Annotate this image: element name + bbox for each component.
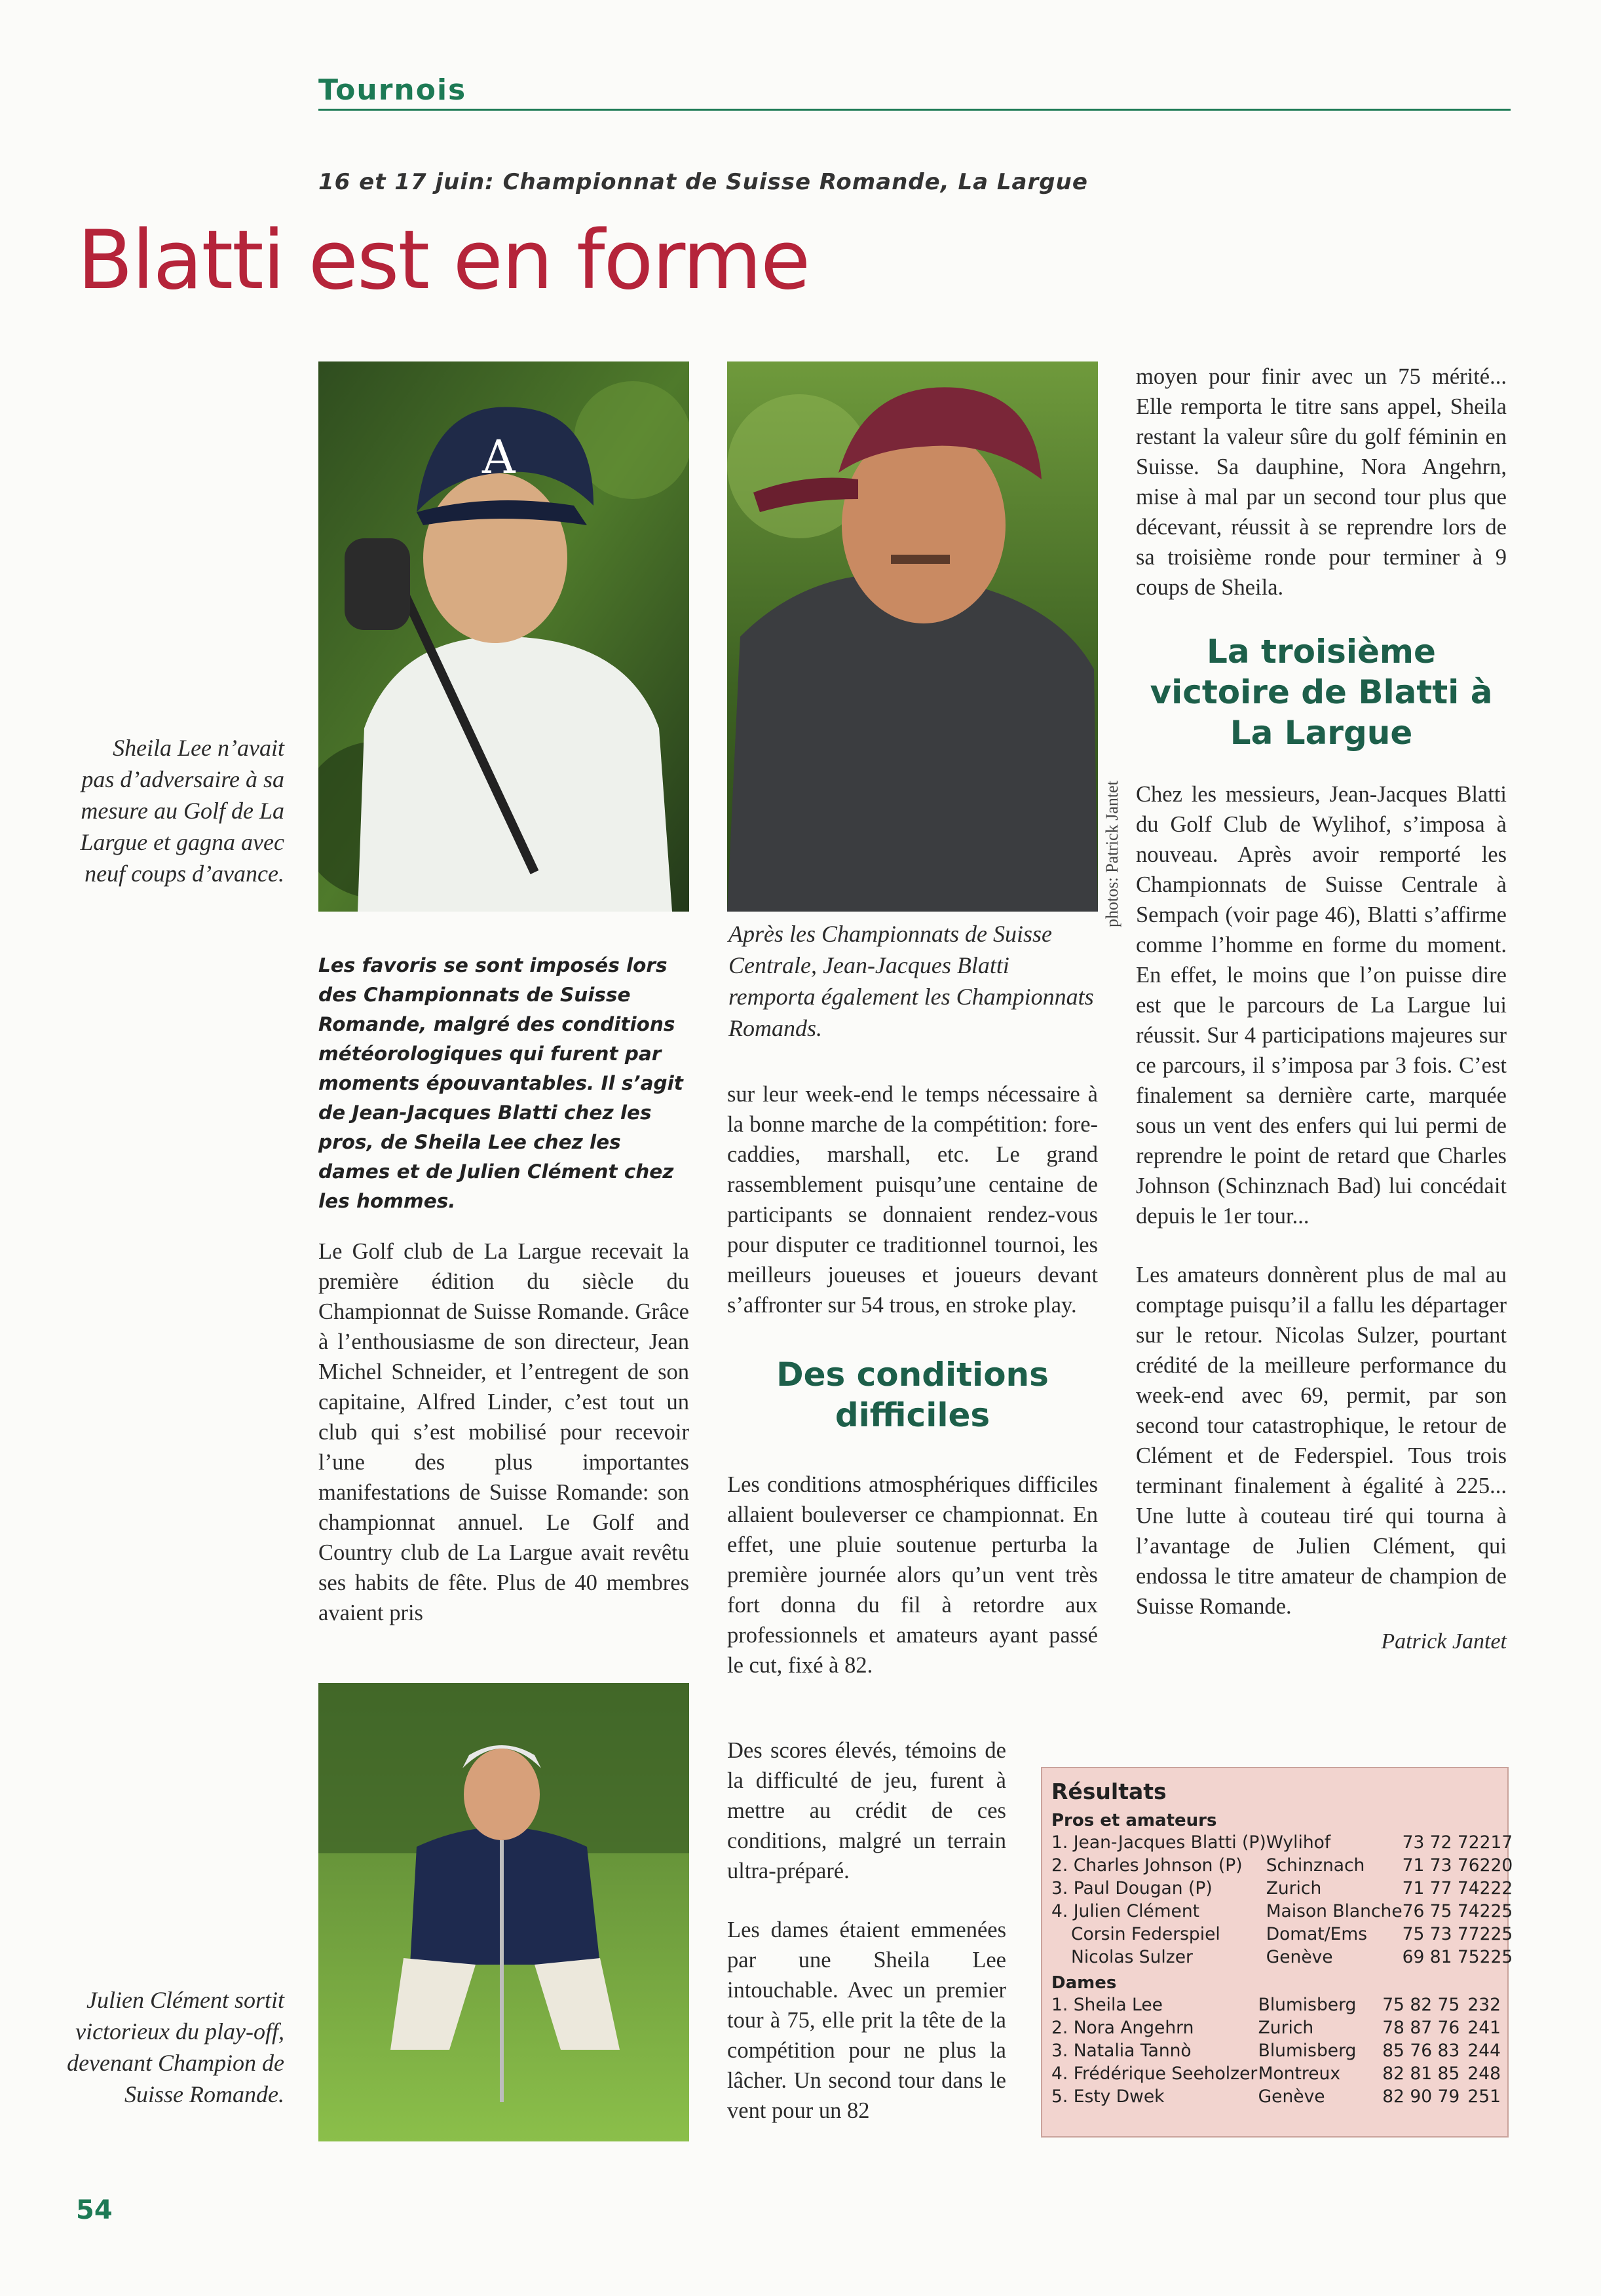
total-score: 225: [1479, 1947, 1513, 1967]
page-number: 54: [76, 2195, 113, 2225]
round-scores: 75 73 77: [1402, 1924, 1480, 1944]
club-name: Genève: [1258, 2086, 1325, 2107]
result-row: [1051, 1946, 1513, 1969]
round-scores: 82 81 85: [1382, 2064, 1460, 2084]
round-scores: 71 77 74: [1402, 1878, 1480, 1898]
club-name: Maison Blanche: [1266, 1901, 1403, 1921]
round-scores: 85 76 83: [1382, 2041, 1460, 2061]
club-name: Schinznach: [1266, 1855, 1365, 1876]
photo-jean-jacques-blatti: [727, 361, 1098, 912]
total-score: 225: [1479, 1924, 1513, 1944]
article-column-2-narrow: [727, 1735, 1006, 2126]
header-rule: [318, 109, 1511, 111]
svg-text:A: A: [482, 430, 516, 484]
article-title: Blatti est en forme: [77, 213, 810, 308]
article-column-1: [318, 1236, 689, 1628]
results-box: [1041, 1767, 1513, 2138]
club-name: Domat/Ems: [1266, 1924, 1368, 1944]
results-table-pros: [1051, 1831, 1513, 1969]
paragraph: Les dames étaient emmenées par une Sheila Lee intouchable. Avec un premier tour à 75, elle prit la tête de la compétition pour ne plus la lâcher. Un second tour dans le vent pour un 82: [727, 1917, 1006, 2123]
result-row: [1051, 1877, 1513, 1900]
photo-sheila-lee: [318, 361, 689, 912]
author-signature: Patrick Jantet: [1381, 1629, 1507, 1654]
player-name: 1. Jean-Jacques Blatti (P): [1051, 1832, 1266, 1853]
paragraph: Les amateurs donnèrent plus de mal au comptage puisqu’il a fallu les départager sur le retour. Nicolas Sulzer, pourtant crédité de la meilleure performance du week-end avec 69, permit, par son second tour catastrophique, le retour de Clément et de Federspiel. Tous trois terminant finalement à égalité à 225... Une lutte à couteau tiré qui tourna à l’avantage de Julien Clément, qui endossa le titre amateur de champion de Suisse Romande.: [1136, 1263, 1507, 1619]
round-scores: 78 87 76: [1382, 2018, 1460, 2038]
round-scores: 73 72 72: [1402, 1832, 1480, 1853]
player-name: Corsin Federspiel: [1071, 1924, 1220, 1944]
player-name: 5. Esty Dwek: [1051, 2086, 1165, 2107]
club-name: Blumisberg: [1258, 2041, 1357, 2061]
subheading-third-victory: La troisième victoire de Blatti à La Largue: [1150, 633, 1493, 752]
result-row: [1051, 2016, 1501, 2039]
total-score: 232: [1467, 1995, 1501, 2015]
article-column-3: [1136, 361, 1507, 1657]
photo-julien-clement: [318, 1683, 689, 2141]
round-scores: 75 82 75: [1382, 1995, 1460, 2015]
player-name: 4. Julien Clément: [1051, 1901, 1200, 1921]
total-score: 244: [1467, 2041, 1501, 2061]
round-scores: 69 81 75: [1402, 1947, 1480, 1967]
paragraph: Des scores élevés, témoins de la difficulté de jeu, furent à mettre au crédit de ces conditions, malgré un terrain ultra-préparé.: [727, 1738, 1006, 1883]
club-name: Zurich: [1266, 1878, 1322, 1898]
results-title: Résultats: [1051, 1779, 1167, 1804]
total-score: 248: [1467, 2064, 1501, 2084]
club-name: Zurich: [1258, 2018, 1314, 2038]
results-group-pros: Pros et amateurs: [1051, 1811, 1217, 1830]
result-row: [1051, 2085, 1501, 2108]
intro-paragraph: Les favoris se sont imposés lors des Championnats de Suisse Romande, malgré des conditions météorologiques qui furent par moments épouvantables. Il s’agit de Jean-Jacques Blatti chez les pros, de Sheila Lee chez les dames et de Julien Clément chez les hommes.: [318, 954, 683, 1212]
results-table-dames: [1051, 1993, 1501, 2108]
player-name: 3. Paul Dougan (P): [1051, 1878, 1213, 1898]
caption-sheila-lee: Sheila Lee n’avait pas d’adversaire à sa mesure au Golf de La Largue et gagna avec neuf coups d’avance.: [80, 735, 284, 887]
event-date-line: 16 et 17 juin: Championnat de Suisse Romande, La Largue: [318, 169, 1088, 195]
player-name: 4. Frédérique Seeholzer: [1051, 2064, 1258, 2084]
result-row: [1051, 1831, 1513, 1854]
club-name: Genève: [1266, 1947, 1333, 1967]
section-label: Tournois: [318, 73, 467, 107]
total-score: 222: [1479, 1878, 1513, 1898]
caption-blatti: Après les Championnats de Suisse Centrale, Jean-Jacques Blatti remporta également les Championnats Romands.: [728, 921, 1094, 1041]
result-row: [1051, 1993, 1501, 2016]
result-row: [1051, 1900, 1513, 1923]
round-scores: 71 73 76: [1402, 1855, 1480, 1876]
paragraph: Le Golf club de La Largue recevait la première édition du siècle du Championnat de Suisse Romande. Grâce à l’enthousiasme de son directeur, Jean Michel Schneider, et l’entregent de son capitaine, Alfred Linder, c’est tout un club qui s’est mobilisé pour recevoir l’une des plus importantes manifestations de Suisse Romande: son championnat annuel. Le Golf and Country club de La Largue avait revêtu ses habits de fête. Plus de 40 membres avaient pris: [318, 1239, 689, 1625]
total-score: 251: [1467, 2086, 1501, 2107]
round-scores: 76 75 74: [1402, 1901, 1480, 1921]
total-score: 225: [1479, 1901, 1513, 1921]
club-name: Blumisberg: [1258, 1995, 1357, 2015]
result-row: [1051, 1923, 1513, 1946]
paragraph: moyen pour finir avec un 75 mérité... Elle remporta le titre sans appel, Sheila restant la valeur sûre du golf féminin en Suisse. Sa dauphine, Nora Angehrn, mise à mal par un second tour plus que décevant, réussit à se reprendre lors de sa troisième ronde pour terminer à 9 coups de Sheila.: [1136, 364, 1507, 600]
result-row: [1051, 2039, 1501, 2062]
photo-credit: photos: Patrick Jantet: [1102, 781, 1121, 927]
player-name: 2. Charles Johnson (P): [1051, 1855, 1243, 1876]
total-score: 241: [1467, 2018, 1501, 2038]
result-row: [1051, 1854, 1513, 1877]
player-name: Nicolas Sulzer: [1071, 1947, 1193, 1967]
total-score: 217: [1479, 1832, 1513, 1853]
paragraph: sur leur week-end le temps nécessaire à la bonne marche de la compétition: fore-caddies, marshall, etc. Le grand rassemblement puisqu’une centaine de participants se donnaient rendez-vous pour disputer ce traditionnel tournoi, les meilleurs joueuses et joueurs devant s’affronter sur 54 trous, en stroke play.: [727, 1082, 1098, 1318]
caption-julien-clement: Julien Clément sortit victorieux du play-off, devenant Champion de Suisse Romande.: [67, 1987, 284, 2107]
club-name: Wylihof: [1266, 1832, 1331, 1853]
round-scores: 82 90 79: [1382, 2086, 1460, 2107]
article-column-2: [727, 1079, 1098, 1680]
subheading-conditions: Des conditions difficiles: [776, 1356, 1049, 1434]
club-name: Montreux: [1258, 2064, 1340, 2084]
player-name: 3. Natalia Tannò: [1051, 2041, 1192, 2061]
paragraph: Les conditions atmosphériques difficiles allaient bouleverser ce championnat. En effet, une pluie soutenue perturba la première journée alors qu’un vent très fort donna du fil à retordre aux professionnels et amateurs ayant passé le cut, fixé à 82.: [727, 1472, 1098, 1678]
results-group-dames: Dames: [1051, 1973, 1117, 1993]
result-row: [1051, 2062, 1501, 2085]
player-name: 2. Nora Angehrn: [1051, 2018, 1194, 2038]
paragraph: Chez les messieurs, Jean-Jacques Blatti du Golf Club de Wylihof, s’imposa à nouveau. Après avoir remporté les Championnats de Suisse Centrale à Sempach (voir page 46), Blatti s’affirme comme l’homme en forme du moment. En effet, le moins que l’on puisse dire est que le parcours de La Largue lui réussit. Sur 4 participations majeures sur ce parcours, il s’imposa par 3 fois. C’est finalement sa dernière carte, marquée sous un vent des enfers qui lui permi de reprendre le point de retard que Charles Johnson (Schinznach Bad) lui concédait depuis le 1er tour...: [1136, 782, 1507, 1229]
total-score: 220: [1479, 1855, 1513, 1876]
player-name: 1. Sheila Lee: [1051, 1995, 1163, 2015]
